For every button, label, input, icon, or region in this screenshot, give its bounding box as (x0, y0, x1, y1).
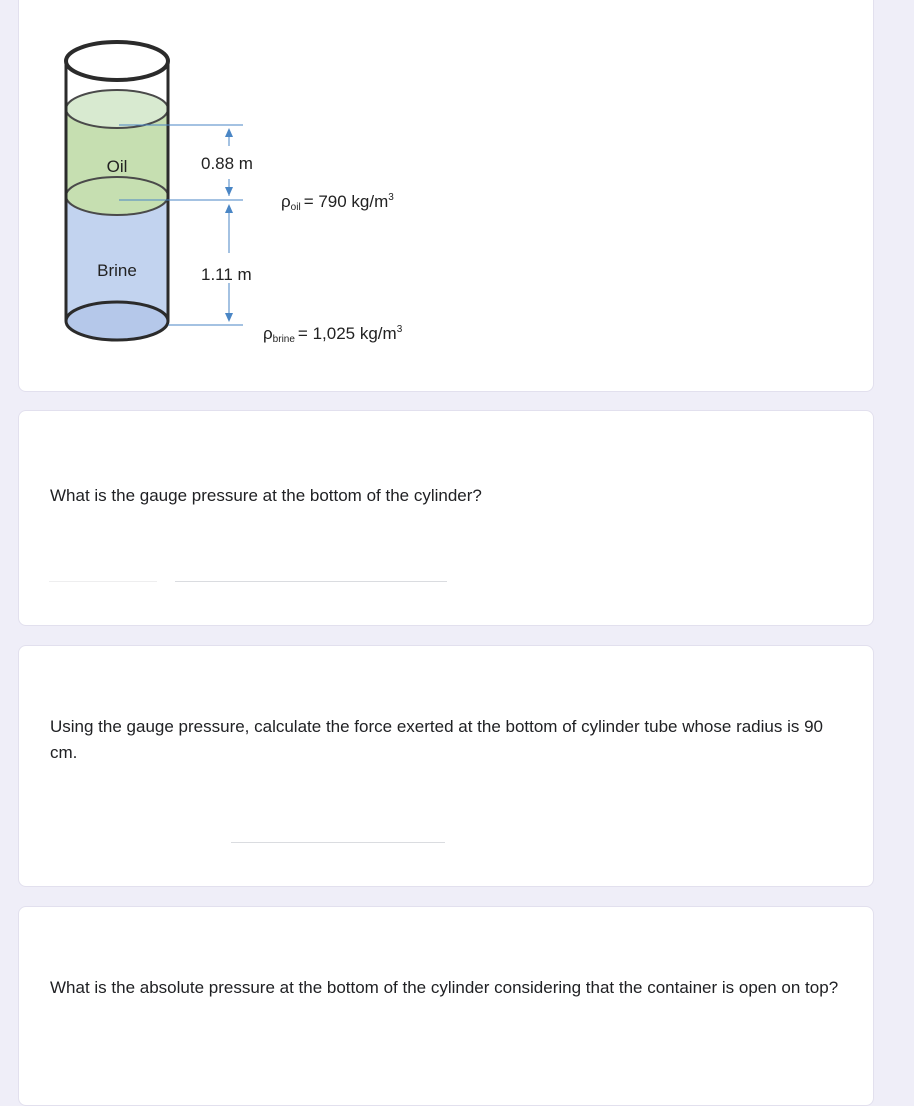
oil-arrow-up-icon (225, 128, 233, 137)
oil-arrow-down-icon (225, 187, 233, 196)
rho-symbol-brine: ρ (263, 324, 273, 343)
answer-underline-faint (49, 581, 157, 582)
oil-surface (66, 90, 168, 128)
question-text: Using the gauge pressure, calculate the force exerted at the bottom of cylinder tube whose radius is 90 cm. (50, 717, 824, 762)
cylinder-top-rim (66, 42, 168, 80)
brine-cube: 3 (396, 324, 403, 335)
question-text: What is the absolute pressure at the bottom of the cylinder considering that the container is open on top? (50, 978, 839, 997)
answer-input[interactable] (231, 842, 445, 843)
cylinder-bottom (66, 302, 168, 340)
brine-arrow-down-icon (225, 313, 233, 322)
rho-symbol: ρ (281, 192, 291, 211)
oil-height-label: 0.88 m (201, 154, 253, 173)
answer-input[interactable] (175, 581, 447, 582)
oil-density (281, 192, 394, 213)
brine-density-value: = 1,025 kg/m (297, 324, 397, 343)
brine-density (263, 324, 403, 345)
brine-label: Brine (97, 261, 137, 280)
question-text: What is the gauge pressure at the bottom of the cylinder? (50, 486, 482, 505)
cylinder-diagram (19, 0, 875, 393)
question-card-1 (18, 410, 874, 626)
oil-density-value: = 790 kg/m (303, 192, 389, 211)
diagram-card (18, 0, 874, 392)
question-card-2 (18, 645, 874, 887)
oil-label: Oil (106, 157, 128, 176)
oil-subscript: oil (290, 202, 301, 213)
brine-subscript: brine (272, 334, 295, 345)
question-card-3 (18, 906, 874, 1106)
oil-cube: 3 (388, 192, 394, 203)
brine-height-label: 1.11 m (201, 265, 252, 284)
